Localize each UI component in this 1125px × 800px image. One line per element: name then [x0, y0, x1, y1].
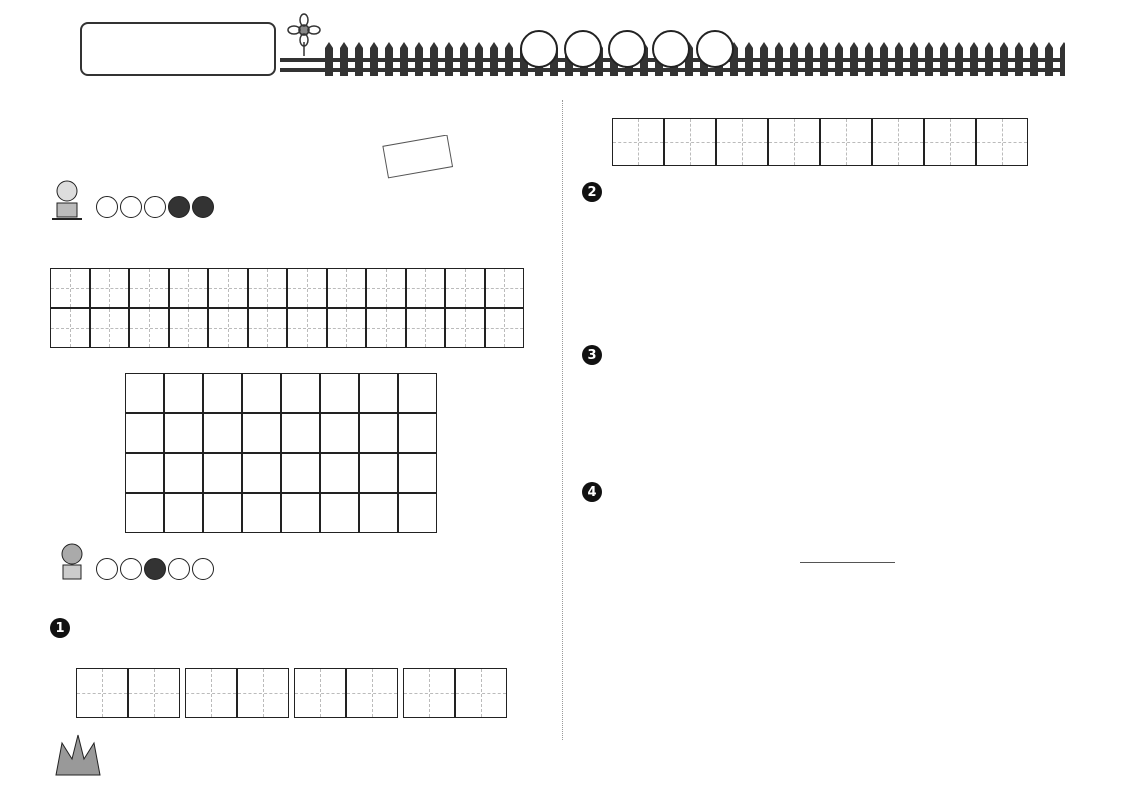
pinyin-text [976, 92, 1028, 118]
dash-line [130, 328, 168, 329]
grid-cell [281, 493, 320, 533]
badge-char [120, 558, 142, 580]
pinyin-text [128, 646, 180, 668]
author-line [800, 562, 895, 563]
pinyin-text [820, 92, 872, 118]
dash-line [209, 328, 247, 329]
pinyin-text [664, 92, 716, 118]
grid-cell [203, 493, 242, 533]
q-number: 2 [582, 182, 602, 202]
grid-cell [281, 413, 320, 453]
dash-line [407, 328, 445, 329]
dash-line [91, 288, 129, 289]
pinyin-group [403, 646, 507, 718]
grid-cell [327, 268, 367, 308]
grid-cell [281, 373, 320, 413]
dash-line [51, 328, 89, 329]
fence-picket [865, 42, 873, 76]
answer-cell [403, 668, 455, 718]
pinyin-row [820, 92, 924, 118]
pinyin-text [294, 646, 346, 668]
pinyin-block [612, 92, 1028, 166]
char-row [185, 668, 289, 718]
grid-cell [248, 268, 288, 308]
pinyin-text [455, 646, 507, 668]
fence-picket [445, 42, 453, 76]
paper-icon [380, 135, 460, 180]
fence-picket [850, 42, 858, 76]
pinyin-text [924, 92, 976, 118]
pinyin-row [716, 92, 820, 118]
pinyin-text [403, 646, 455, 668]
dash-line [170, 288, 208, 289]
grid-cell [129, 308, 169, 348]
answer-cell [664, 118, 716, 166]
pinyin-text [185, 646, 237, 668]
grid-cell [129, 268, 169, 308]
poem-copy-grid [125, 373, 437, 533]
answer-cell [128, 668, 180, 718]
char-row [612, 118, 716, 166]
grid-cell [90, 308, 130, 348]
fence-picket [760, 42, 768, 76]
grid-cell [208, 268, 248, 308]
dash-line [288, 328, 326, 329]
grid-cell [281, 453, 320, 493]
pinyin-group [185, 646, 289, 718]
grid-cell [445, 268, 485, 308]
char-row [820, 118, 924, 166]
pinyin-text [346, 646, 398, 668]
grid-cell [248, 308, 288, 348]
dash-line [209, 288, 247, 289]
grid-cell [287, 268, 327, 308]
banner-char [696, 30, 734, 68]
grid-cell [203, 413, 242, 453]
pinyin-grid-left [76, 646, 507, 718]
pinyin-group [820, 92, 924, 166]
badge-char [168, 196, 190, 218]
dash-line [404, 693, 454, 694]
fence-picket [340, 42, 348, 76]
q-number: 1 [50, 618, 70, 638]
badge-char [96, 558, 118, 580]
q3-heading [582, 345, 608, 365]
q1-heading [50, 618, 76, 638]
grade-subject-banner [520, 30, 734, 68]
grid-cell [406, 308, 446, 348]
answer-cell [346, 668, 398, 718]
grid-cell [203, 373, 242, 413]
grid-cell [359, 413, 398, 453]
dash-line [249, 328, 287, 329]
dash-line [486, 288, 524, 289]
fence-picket [790, 42, 798, 76]
grid-cell [320, 413, 359, 453]
dash-line [328, 328, 366, 329]
dash-line [717, 142, 767, 143]
answer-cell [872, 118, 924, 166]
grid-cell [125, 413, 164, 453]
grid-cell [164, 373, 203, 413]
grid-cell [398, 493, 437, 533]
boy-icon [50, 540, 94, 584]
dash-line [130, 288, 168, 289]
fence-picket [775, 42, 783, 76]
dash-line [977, 142, 1027, 143]
fence-picket [1030, 42, 1038, 76]
fence-picket [505, 42, 513, 76]
char-row [924, 118, 1028, 166]
grid-cell [125, 453, 164, 493]
grid-cell [164, 493, 203, 533]
answer-cell [455, 668, 507, 718]
badge-char [192, 196, 214, 218]
dash-line [77, 693, 127, 694]
grid-cell [485, 268, 525, 308]
grid-cell [203, 453, 242, 493]
char-row [76, 668, 180, 718]
fence-picket [460, 42, 468, 76]
fence-picket [370, 42, 378, 76]
dash-line [446, 288, 484, 289]
basic-badge [96, 558, 214, 580]
pinyin-block [76, 646, 507, 718]
dash-line [407, 288, 445, 289]
answer-cell [716, 118, 768, 166]
pinyin-group [716, 92, 820, 166]
pinyin-text [768, 92, 820, 118]
q-number: 3 [582, 345, 602, 365]
answer-cell [976, 118, 1028, 166]
dash-line [821, 142, 871, 143]
answer-cell [185, 668, 237, 718]
q4-heading [582, 482, 608, 502]
fence-picket [745, 42, 753, 76]
answer-cell [612, 118, 664, 166]
pinyin-row [76, 646, 180, 668]
grid-cell [242, 493, 281, 533]
dash-line [456, 693, 506, 694]
grid-cell [164, 453, 203, 493]
grid-cell [359, 453, 398, 493]
dash-line [665, 142, 715, 143]
pinyin-row [185, 646, 289, 668]
fence-picket [940, 42, 948, 76]
answer-cell [294, 668, 346, 718]
dash-line [925, 142, 975, 143]
fence-picket [1045, 42, 1053, 76]
pinyin-row [924, 92, 1028, 118]
grid-cell [366, 308, 406, 348]
pinyin-group [924, 92, 1028, 166]
grid-cell [398, 413, 437, 453]
pinyin-group [612, 92, 716, 166]
fence-picket [820, 42, 828, 76]
banner-char [520, 30, 558, 68]
badge-char [144, 558, 166, 580]
q-number: 4 [582, 482, 602, 502]
answer-cell [76, 668, 128, 718]
fence-picket [355, 42, 363, 76]
q2-heading [582, 182, 608, 202]
dash-line [238, 693, 288, 694]
grid-cell [320, 453, 359, 493]
dash-line [367, 288, 405, 289]
grid-cell [50, 308, 90, 348]
fence-picket [895, 42, 903, 76]
dash-line [613, 142, 663, 143]
pinyin-row [294, 646, 398, 668]
banner-char [652, 30, 690, 68]
fence-picket [970, 42, 978, 76]
dash-line [446, 328, 484, 329]
dash-line [873, 142, 923, 143]
badge-char [96, 196, 118, 218]
grid-cell [366, 268, 406, 308]
pinyin-row [403, 646, 507, 668]
pinyin-text [612, 92, 664, 118]
grid-cell [125, 373, 164, 413]
char-row [294, 668, 398, 718]
grid-cell [125, 493, 164, 533]
grid-cell [406, 268, 446, 308]
fence-picket [835, 42, 843, 76]
pinyin-row [612, 92, 716, 118]
fence-picket [430, 42, 438, 76]
page-divider [562, 100, 563, 740]
dash-line [486, 328, 524, 329]
grid-cell [359, 373, 398, 413]
fence-picket [985, 42, 993, 76]
fence-picket [1060, 42, 1065, 76]
pinyin-text [872, 92, 924, 118]
badge-char [144, 196, 166, 218]
dash-line [129, 693, 179, 694]
date-weather-box [80, 22, 276, 76]
banner-char [564, 30, 602, 68]
grid-cell [445, 308, 485, 348]
grid-cell [398, 373, 437, 413]
grid-cell [164, 413, 203, 453]
fence-picket [1000, 42, 1008, 76]
grid-cell [485, 308, 525, 348]
badge-char [192, 558, 214, 580]
warmup-badge [96, 196, 214, 218]
grid-cell [327, 308, 367, 348]
grid-cell [169, 308, 209, 348]
dash-line [347, 693, 397, 694]
pinyin-text [237, 646, 289, 668]
grid-cell [50, 268, 90, 308]
flower-icon [282, 12, 326, 56]
char-row [403, 668, 507, 718]
pinyin-group [294, 646, 398, 718]
pinyin-group [76, 646, 180, 718]
badge-char [120, 196, 142, 218]
grid-cell [359, 493, 398, 533]
fence-picket [490, 42, 498, 76]
grid-cell [169, 268, 209, 308]
fence-picket [880, 42, 888, 76]
answer-cell [924, 118, 976, 166]
dash-line [249, 288, 287, 289]
grid-cell [242, 453, 281, 493]
answer-cell [237, 668, 289, 718]
sentence-grid [50, 268, 524, 348]
dash-line [769, 142, 819, 143]
grid-cell [242, 413, 281, 453]
grid-cell [90, 268, 130, 308]
pinyin-grid-right [612, 92, 1028, 166]
grid-cell [208, 308, 248, 348]
fence-picket [805, 42, 813, 76]
dash-line [91, 328, 129, 329]
dash-line [51, 288, 89, 289]
dash-line [367, 328, 405, 329]
dash-line [170, 328, 208, 329]
fence-picket [325, 42, 333, 76]
grid-cell [242, 373, 281, 413]
fence-picket [1015, 42, 1023, 76]
badge-char [168, 558, 190, 580]
banner-char [608, 30, 646, 68]
fence-picket [475, 42, 483, 76]
dash-line [295, 693, 345, 694]
answer-cell [768, 118, 820, 166]
grid-cell [287, 308, 327, 348]
pinyin-text [716, 92, 768, 118]
grid-cell [320, 373, 359, 413]
dash-line [328, 288, 366, 289]
dash-line [288, 288, 326, 289]
dash-line [186, 693, 236, 694]
crown-icon [48, 725, 108, 780]
fence-picket [385, 42, 393, 76]
pinyin-text [76, 646, 128, 668]
fence-picket [415, 42, 423, 76]
fence-picket [400, 42, 408, 76]
char-row [716, 118, 820, 166]
fence-picket [925, 42, 933, 76]
fence-picket [955, 42, 963, 76]
grid-cell [398, 453, 437, 493]
grid-cell [320, 493, 359, 533]
answer-cell [820, 118, 872, 166]
fence-picket [910, 42, 918, 76]
girl-swing-icon [42, 175, 92, 225]
